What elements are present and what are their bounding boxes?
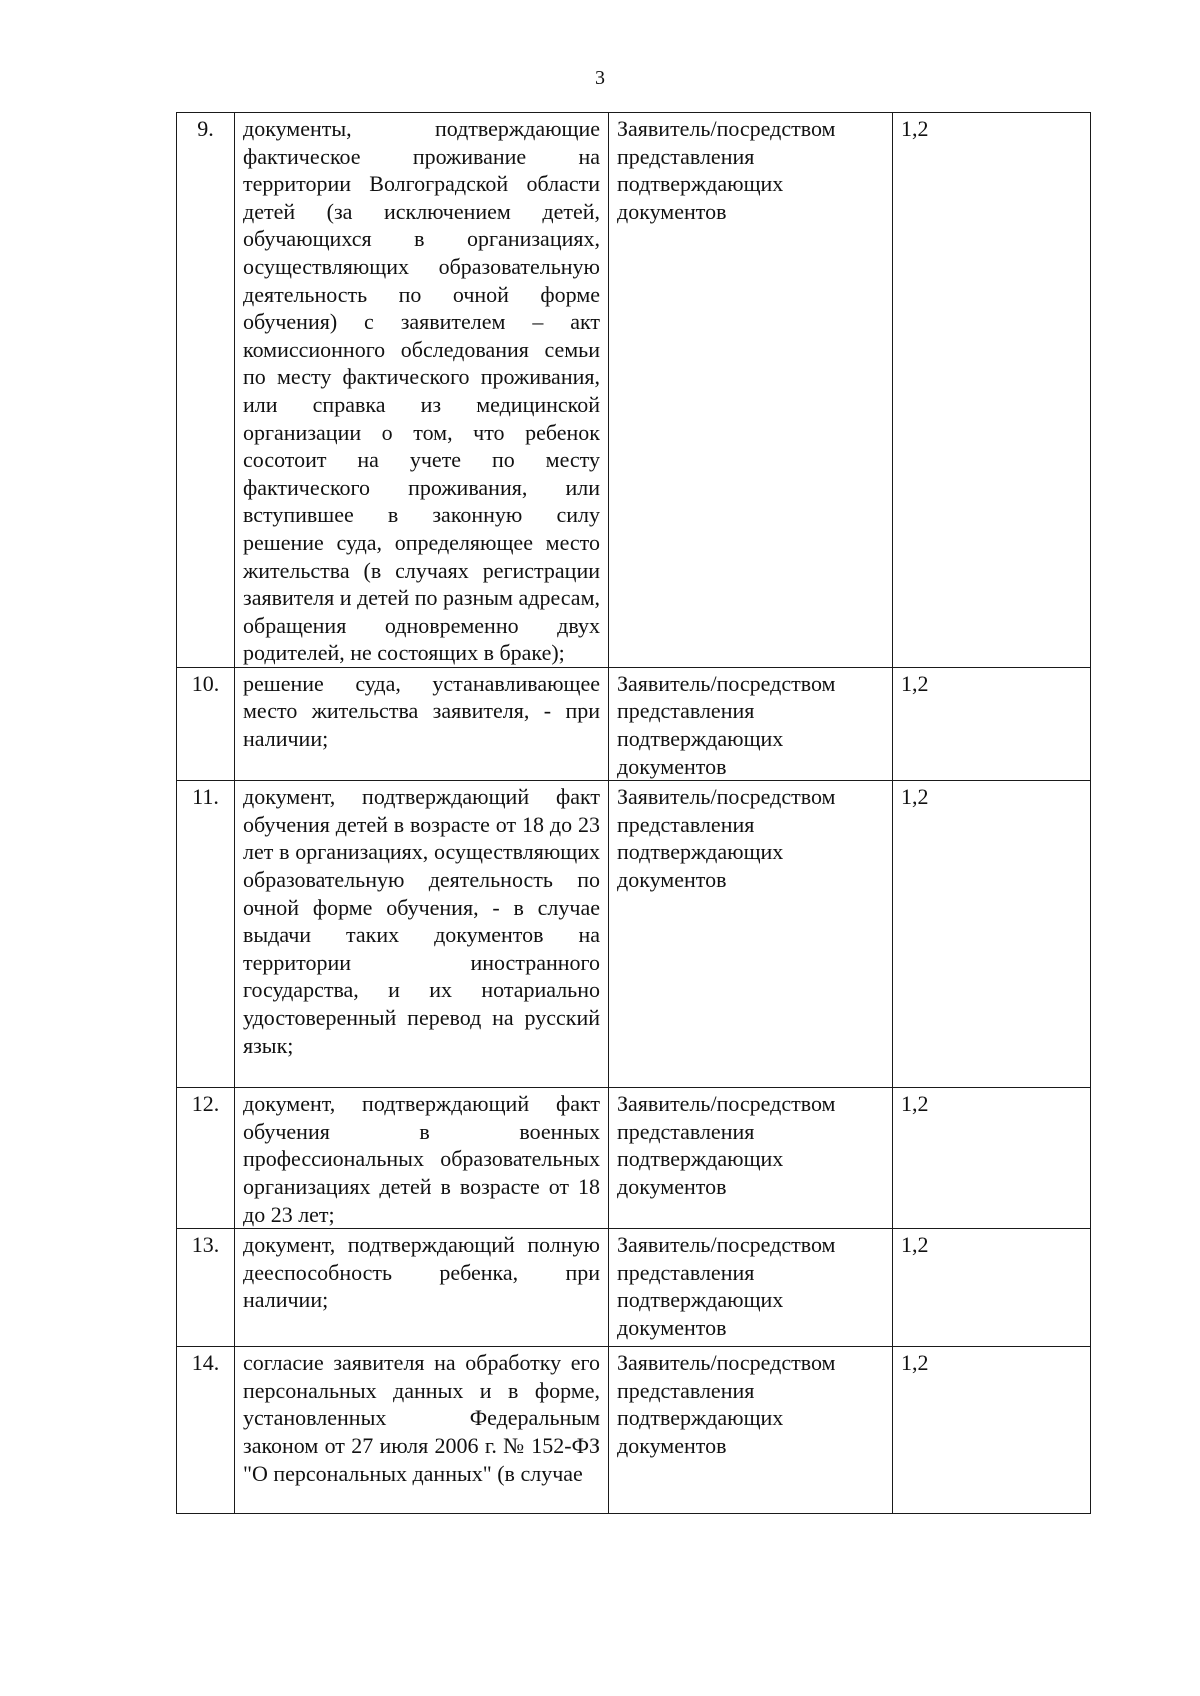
document-code: 1,2 — [893, 1347, 1091, 1514]
row-number: 10. — [177, 667, 235, 780]
document-description: согласие заявителя на обработку его персональных данных и в форме, установленных Федеральным законом от 27 июля 2006 г. № 152-ФЗ "О персональных данных" (в случае — [235, 1347, 609, 1514]
document-description: документ, подтверждающий факт обучения в военных профессиональных образовательных организациях детей в возрасте от 18 до 23 лет; — [235, 1088, 609, 1229]
document-code: 1,2 — [893, 1229, 1091, 1347]
table-row — [177, 1347, 1091, 1514]
document-code: 1,2 — [893, 667, 1091, 780]
row-number: 12. — [177, 1088, 235, 1229]
row-number: 9. — [177, 113, 235, 668]
document-code: 1,2 — [893, 1088, 1091, 1229]
document-description: документ, подтверждающий факт обучения детей в возрасте от 18 до 23 лет в организациях, осуществляющих образовательную деятельность по очной форме обучения, - в случае выдачи таких документов на территории иностранного государства, и их нотариально удостоверенный перевод на русский язык; — [235, 781, 609, 1088]
page-number: 3 — [595, 67, 605, 89]
document-source: Заявитель/посредством представления подтверждающих документов — [609, 1347, 893, 1514]
table-row — [177, 113, 1091, 668]
table-row — [177, 667, 1091, 780]
document-source: Заявитель/посредством представления подтверждающих документов — [609, 667, 893, 780]
document-source: Заявитель/посредством представления подтверждающих документов — [609, 1088, 893, 1229]
document-description: документы, подтверждающие фактическое проживание на территории Волгоградской области детей (за исключением детей, обучающихся в организациях, осуществляющих образовательную деятельность по очной форме обучения) с заявителем – акт комиссионного обследования семьи по месту фактического проживания, или справка из медицинской организации о том, что ребенок сосотоит на учете по месту фактического проживания, или вступившее в законную силу решение суда, определяющее место жительства (в случаях регистрации заявителя и детей по разным адресам, обращения одновременно двух родителей, не состоящих в браке); — [235, 113, 609, 668]
document-source: Заявитель/посредством представления подтверждающих документов — [609, 113, 893, 668]
document-description: документ, подтверждающий полную дееспособность ребенка, при наличии; — [235, 1229, 609, 1347]
document-source: Заявитель/посредством представления подтверждающих документов — [609, 781, 893, 1088]
document-description: решение суда, устанавливающее место жительства заявителя, - при наличии; — [235, 667, 609, 780]
document-source: Заявитель/посредством представления подтверждающих документов — [609, 1229, 893, 1347]
row-number: 14. — [177, 1347, 235, 1514]
documents-table — [176, 112, 1091, 1514]
document-code: 1,2 — [893, 781, 1091, 1088]
row-number: 11. — [177, 781, 235, 1088]
table-row — [177, 781, 1091, 1088]
table-row — [177, 1229, 1091, 1347]
table-row — [177, 1088, 1091, 1229]
document-code: 1,2 — [893, 113, 1091, 668]
row-number: 13. — [177, 1229, 235, 1347]
